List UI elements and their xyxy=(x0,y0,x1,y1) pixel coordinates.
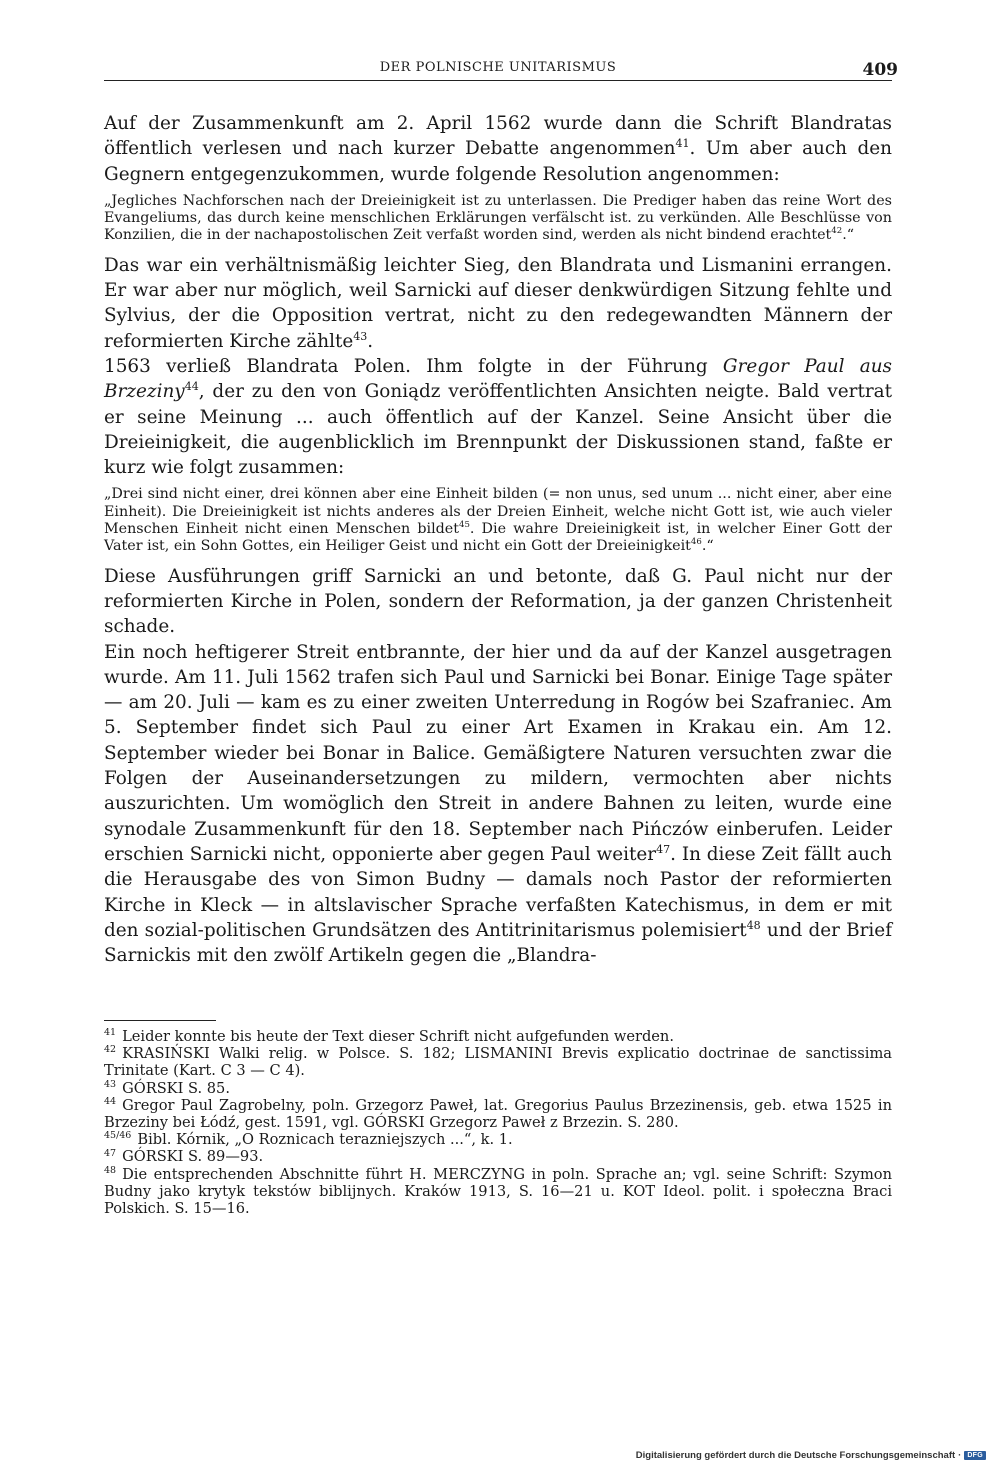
header-rule xyxy=(104,80,892,81)
footnote: $^{43}$ GÓRSKI S. 85. xyxy=(104,1078,230,1097)
footnote-ref: 45 xyxy=(459,520,470,531)
footnote-ref: 43 xyxy=(353,329,368,343)
person-name: Gregor Paul aus Brzeziny xyxy=(104,355,892,403)
footnotes xyxy=(104,1028,892,1217)
credit-text: Digitalisierung gefördert durch die Deutsche Forschungsgemeinschaft xyxy=(635,1450,956,1461)
footnote-ref: 44 xyxy=(184,380,199,394)
footnote-ref: 41 xyxy=(675,137,690,151)
footnote-ref: 42 xyxy=(831,226,843,237)
footnote: $^{45/46}$ Bibl. Kórnik, „O Roznicach terazniejszych ...“, k. 1. xyxy=(104,1130,513,1149)
footnote-rule xyxy=(104,1020,216,1021)
footnote-ref: 48 xyxy=(746,918,761,932)
running-head: DER POLNISCHE UNITARISMUS xyxy=(379,60,617,75)
footnote-ref: 46 xyxy=(690,537,702,548)
footnote: $^{47}$ GÓRSKI S. 89—93. xyxy=(104,1147,264,1166)
footnote-ref: 47 xyxy=(656,842,671,856)
footnote: $^{42}$ KRASIŃSKI Walki relig. w Polsce. S. 182; LISMANINI Brevis explicatio doctrinae de sanctissima Trinitate (Kart. C 3 — C 4). xyxy=(104,1044,892,1080)
quote-resolution: „Jegliches Nachforschen nach der Dreieinigkeit ist zu unterlassen. Die Prediger haben das reine Wort des Evangeliums, das durch keine menschlichen Erklärungen verfälscht ist. zu verkünden. Alle Beschlüsse von Konzilien, die in der nachapostolischen Zeit verfaßt worden sind, werden als nicht bindend erachtet$^{42}$.“ xyxy=(104,192,892,244)
footnote: $^{48}$ Die entsprechenden Abschnitte führt H. MERCZYNG in poln. Sprache an; vgl. seine Schrift: Szymon Budny jako krytyk tekstów biblijnych. Kraków 1913, S. 16—21 u. KOT Ideol. polit. i społeczna Braci Polskich. S. 15—16. xyxy=(104,1164,892,1218)
page-number: 409 xyxy=(862,60,898,80)
digitization-credit: Digitalisierung gefördert durch die Deutsche Forschungsgemeinschaft · DFG xyxy=(636,1450,986,1461)
paragraph-5: Ein noch heftigerer Streit entbrannte, der hier und da auf der Kanzel ausgetragen wurde. Am 11. Juli 1562 trafen sich Paul und Sarnicki bei Bonar. Einige Tage später — am 20. Juli — kam es zu einer zweiten Unterredung in Rogów bei Szafraniec. Am 5. September findet sich Paul zu einer Art Examen in Krakau ein. Am 12. September wieder bei Bonar in Balice. Gemäßigtere Naturen versuchten zwar die Folgen der Auseinandersetzungen zu mildern, vermochten aber nichts auszurichten. Um womöglich den Streit in andere Bahnen zu leiten, wurde eine synodale Zusammenkunft für den 18. September nach Pińczów einberufen. Leider erschien Sarnicki nicht, opponierte aber gegen Paul weiter$^{47}$. In diese Zeit fällt auch die Herausgabe des von Simon Budny — damals noch Pastor der reformierten Kirche in Kleck — in altslavischer Sprache verfaßten Katechismus, in dem er mit den sozial-politischen Grundsätzen des Antitrinitarismus polemisiert$^{48}$ und der Brief Sarnickis mit den zwölf Artikeln gegen die „Blandra- xyxy=(104,641,892,967)
paragraph-1: Auf der Zusammenkunft am 2. April 1562 wurde dann die Schrift Blandratas öffentlich verlesen und nach kurzer Debatte angenommen$^{41}$. Um aber auch den Gegnern entgegenzukommen, wurde folgende Resolution angenommen: xyxy=(104,113,892,185)
dfg-logo-icon: DFG xyxy=(964,1451,986,1460)
paragraph-3: 1563 verließ Blandrata Polen. Ihm folgte in der Führung Gregor Paul aus Brzeziny$^{44}$, der zu den von Goniądz veröffentlichten Ansichten neigte. Bald vertrat er seine Meinung ... auch öffentlich auf der Kanzel. Seine Ansicht über die Dreieinigkeit, die augenblicklich im Brennpunkt der Diskussionen stand, faßte er kurz wie folgt zusammen: xyxy=(104,355,892,479)
quote-trinity: „Drei sind nicht einer, drei können aber eine Einheit bilden (= non unus, sed unum ... nicht einer, aber eine Einheit). Die Dreieinigkeit ist nichts anderes als der Dreien Einheit, welche nicht Gott ist, wie auch vieler Menschen Einheit nicht einen Menschen bildet$^{45}$. Die wahre Dreieinigkeit ist, in welcher Einer Gott der Vater ist, ein Sohn Gottes, ein Heiliger Geist und nicht ein Gott der Dreieinigkeit$^{46}$.“ xyxy=(104,486,892,555)
paragraph-4: Diese Ausführungen griff Sarnicki an und betonte, daß G. Paul nicht nur der reformierten Kirche in Polen, sondern der Reformation, ja der ganzen Christenheit schade. xyxy=(104,565,892,638)
body-text xyxy=(104,111,892,968)
footnote: $^{41}$ Leider konnte bis heute der Text dieser Schrift nicht aufgefunden werden. xyxy=(104,1027,674,1045)
footnote: $^{44}$ Gregor Paul Zagrobelny, poln. Grzegorz Paweł, lat. Gregorius Paulus Brzezinensis, geb. etwa 1525 in Brzeziny bei Łódź, gest. 1591, vgl. GÓRSKI Grzegorz Paweł z Brzezin. S. 280. xyxy=(104,1095,892,1132)
paragraph-2: Das war ein verhältnismäßig leichter Sieg, den Blandrata und Lismanini errangen. Er war aber nur möglich, weil Sarnicki auf dieser denkwürdigen Sitzung fehlte und Sylvius, der die Opposition vertrat, nicht zu den redegewandten Männern der reformierten Kirche zählte$^{43}$. xyxy=(104,254,892,352)
